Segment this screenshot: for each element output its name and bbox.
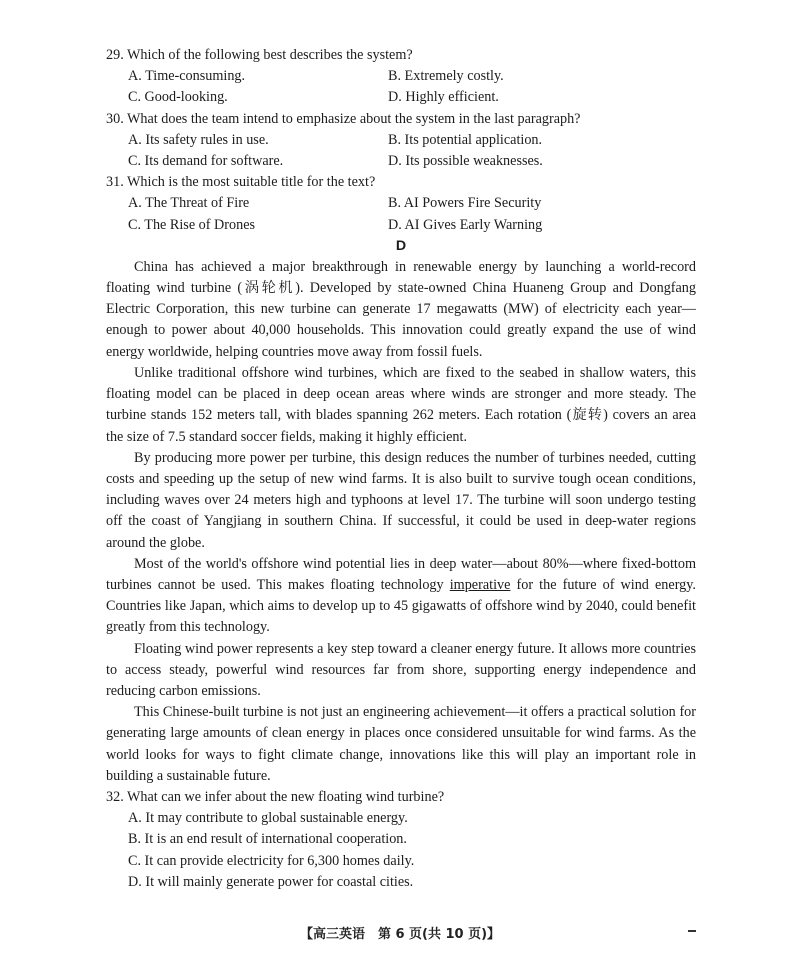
- passage-paragraph-2: Unlike traditional offshore wind turbines, which are fixed to the seabed in shallow waters, this floating model can be placed in deep ocean areas where winds are stronger and more steady. The turbine stands 152 meters tall, with blades spanning 262 meters. Each rotation (旋转) covers an area the size of 7.5 standard soccer fields, making it highly efficient.: [106, 364, 696, 445]
- question-30: [106, 109, 696, 173]
- question-29: [106, 45, 696, 109]
- option-c: C. Its demand for software.: [128, 152, 284, 169]
- option-b: B. AI Powers Fire Security: [388, 195, 542, 212]
- option-c: C. Good-looking.: [128, 89, 228, 106]
- page-content: [106, 45, 696, 893]
- underlined-word: imperative: [449, 576, 511, 593]
- question-31: [106, 172, 696, 236]
- option-c: C. It can provide electricity for 6,300 homes daily.: [128, 852, 415, 869]
- reading-passage: [106, 257, 696, 787]
- option-d: D. AI Gives Early Warning: [388, 216, 543, 233]
- option-d: D. Its possible weaknesses.: [388, 152, 543, 169]
- option-c: C. The Rise of Drones: [128, 216, 256, 233]
- option-a: A. The Threat of Fire: [128, 195, 250, 212]
- question-stem: 29. Which of the following best describes the system?: [106, 47, 413, 63]
- passage-paragraph-4: Most of the world's offshore wind potential lies in deep water—about 80%—where fixed-bottom turbines cannot be used. This makes floating technology imperative for the future of wind energy. Countries like Japan, which aims to develop up to 45 gigawatts of offshore wind by 2040, could benefit greatly from this technology.: [106, 555, 696, 636]
- option-d: D. Highly efficient.: [388, 89, 499, 106]
- passage-paragraph-5: Floating wind power represents a key step toward a cleaner energy future. It allows more countries to access steady, powerful wind resources far from shore, supporting energy independence and reducing carbon emissions.: [106, 640, 696, 699]
- option-d: D. It will mainly generate power for coastal cities.: [128, 873, 414, 890]
- question-32: [106, 787, 696, 893]
- passage-paragraph-6: This Chinese-built turbine is not just an engineering achievement—it offers a practical solution for generating large amounts of clean energy in places once considered unsuitable for wind farms. As the world looks for ways to fight climate change, innovations like this will play an important role in building a sustainable future.: [106, 704, 696, 784]
- option-a: A. It may contribute to global sustainable energy.: [128, 810, 408, 827]
- option-b: B. It is an end result of international cooperation.: [128, 831, 407, 848]
- option-a: A. Its safety rules in use.: [128, 131, 269, 148]
- section-title: D: [395, 237, 407, 254]
- option-a: A. Time-consuming.: [128, 68, 246, 85]
- passage-paragraph-3: By producing more power per turbine, this design reduces the number of turbines needed, cutting costs and speeding up the setup of new wind farms. It is also built to survive tough ocean conditions, including waves over 24 meters high and typhoons at level 17. The turbine will soon undergo testing off the coast of Yangjiang in southern China. If successful, it could be used in deep-water regions around the globe.: [106, 449, 696, 551]
- option-b: B. Its potential application.: [388, 131, 543, 148]
- passage-paragraph-1: China has achieved a major breakthrough in renewable energy by launching a world-record floating wind turbine (涡轮机). Developed by state-owned China Huaneng Group and Dongfang Electric Corporation, this new turbine can generate 17 megawatts (MW) of electricity each year—enough to power about 40,000 households. This innovation could greatly expand the use of wind energy worldwide, helping countries move away from fossil fuels.: [106, 258, 696, 360]
- page-footer: 【高三英语 第 6 页(共 10 页)】: [299, 927, 501, 942]
- question-stem: 31. Which is the most suitable title for the text?: [106, 174, 376, 191]
- option-b: B. Extremely costly.: [388, 68, 504, 85]
- corner-mark: [688, 930, 696, 932]
- question-stem: 32. What can we infer about the new floating wind turbine?: [106, 788, 445, 805]
- question-stem: 30. What does the team intend to emphasize about the system in the last paragraph?: [106, 110, 581, 127]
